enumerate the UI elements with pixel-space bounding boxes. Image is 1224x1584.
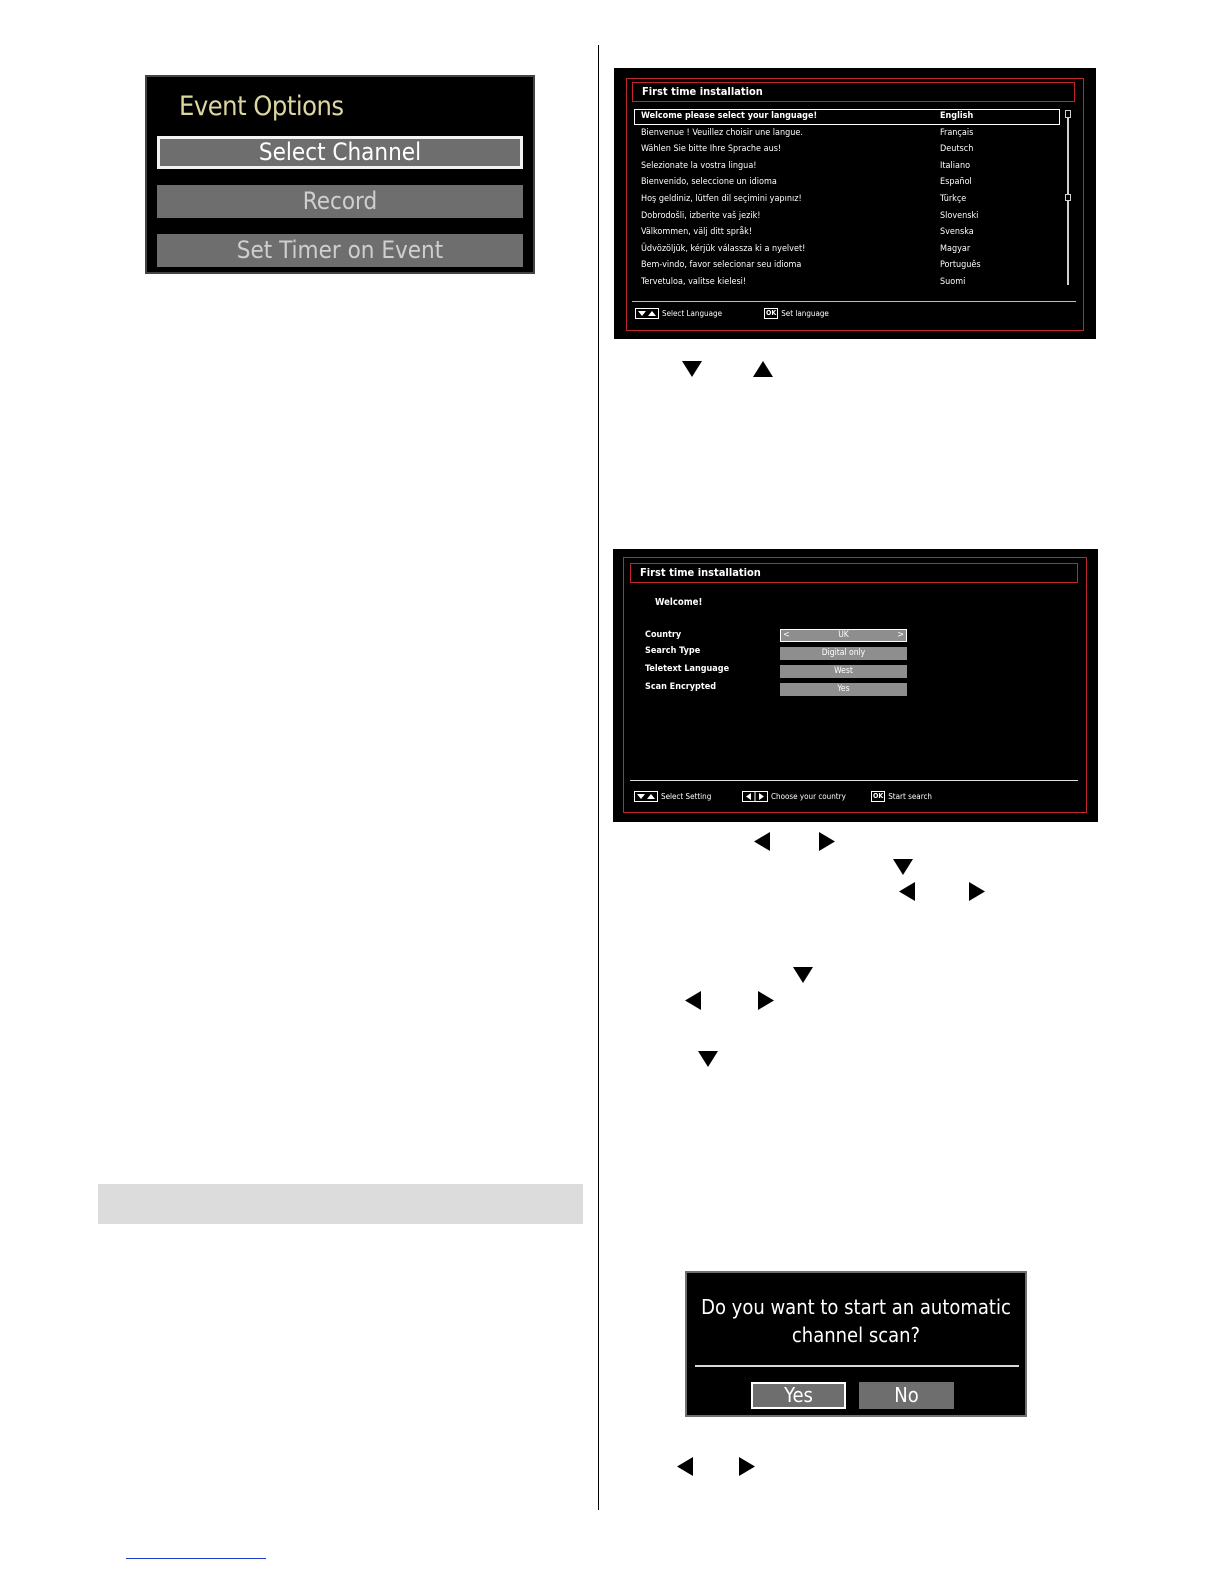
- language-name: Italiano: [940, 160, 971, 171]
- left-arrow-icon: [685, 991, 701, 1010]
- down-arrow-icon: [698, 1051, 718, 1067]
- event-options-title: Event Options: [179, 91, 344, 122]
- footer-separator: [632, 301, 1076, 302]
- right-arrow-icon: [739, 1457, 755, 1476]
- language-name: Magyar: [940, 243, 971, 254]
- event-options-panel: [145, 75, 535, 274]
- left-arrow-icon: [754, 832, 770, 851]
- yes-button[interactable]: Yes: [751, 1382, 846, 1409]
- hint-set-language-label: Set language: [781, 309, 829, 318]
- hint-start-search: [871, 791, 932, 802]
- hint-select-language: [635, 308, 722, 319]
- hint-choose-country-label: Choose your country: [771, 792, 846, 801]
- section-heading-bar: [98, 1184, 583, 1224]
- screen-title: First time installation: [630, 563, 1078, 583]
- down-arrow-icon: [793, 967, 813, 983]
- language-row[interactable]: [634, 175, 1060, 191]
- language-name: Español: [940, 177, 972, 188]
- down-arrow-icon: [682, 361, 702, 377]
- scan-encrypted-field[interactable]: Yes: [780, 683, 907, 696]
- country-setup-screen: [613, 549, 1098, 822]
- up-arrow-icon: [753, 361, 773, 377]
- country-selector[interactable]: [780, 629, 907, 642]
- right-arrow-icon: [819, 832, 835, 851]
- welcome-text: Welcome!: [655, 597, 703, 608]
- language-row[interactable]: [634, 142, 1060, 158]
- record-button[interactable]: Record: [157, 185, 523, 218]
- language-prompt: Üdvözöljük, kérjük válassza ki a nyelvet!: [641, 243, 806, 254]
- search-type-label: Search Type: [645, 646, 701, 656]
- scan-encrypted-label: Scan Encrypted: [645, 682, 717, 692]
- language-prompt: Dobrodošli, izberite vaš jezik!: [641, 210, 761, 221]
- language-prompt: Wählen Sie bitte Ihre Sprache aus!: [641, 144, 782, 155]
- hint-choose-country: [742, 791, 846, 802]
- down-up-key-icon: [634, 791, 658, 802]
- right-arrow-icon: [969, 882, 985, 901]
- footnote-link-underline: [126, 1558, 266, 1559]
- scan-question: Do you want to start an automatic channel scan?: [701, 1295, 1011, 1347]
- language-name: Français: [940, 127, 974, 138]
- scroll-thumb[interactable]: [1065, 194, 1071, 201]
- set-timer-on-event-button[interactable]: Set Timer on Event: [157, 234, 523, 267]
- language-row[interactable]: [634, 192, 1060, 208]
- language-prompt: Bienvenue ! Veuillez choisir une langue.: [641, 127, 803, 138]
- left-arrow-icon: [677, 1457, 693, 1476]
- down-up-key-icon: [635, 308, 659, 319]
- language-name: Slovenski: [940, 210, 979, 221]
- down-arrow-icon: [893, 859, 913, 875]
- left-arrow-icon: [899, 882, 915, 901]
- language-prompt: Hoş geldiniz, lütfen dil seçimini yapınız!: [641, 194, 802, 204]
- language-prompt: Selezionate la vostra lingua!: [641, 160, 757, 171]
- teletext-language-label: Teletext Language: [645, 664, 730, 674]
- search-type-field[interactable]: Digital only: [780, 647, 907, 660]
- language-prompt: Välkommen, välj ditt språk!: [641, 227, 753, 238]
- hint-select-language-label: Select Language: [662, 309, 723, 318]
- left-chevron-icon[interactable]: <: [783, 630, 790, 640]
- language-name: Svenska: [940, 227, 974, 238]
- left-right-key-icon: [742, 791, 768, 802]
- dialog-separator: [695, 1365, 1019, 1367]
- language-selection-screen: [614, 68, 1096, 339]
- screen-title: First time installation: [632, 82, 1075, 102]
- right-arrow-icon: [758, 991, 774, 1010]
- language-prompt: Tervetuloa, valitse kielesi!: [641, 277, 747, 287]
- language-row[interactable]: [634, 275, 1060, 291]
- teletext-language-field[interactable]: West: [780, 665, 907, 678]
- right-chevron-icon[interactable]: >: [897, 630, 904, 640]
- language-row[interactable]: [634, 209, 1060, 225]
- hint-set-language: [764, 308, 829, 319]
- scroll-thumb-top: [1065, 110, 1071, 118]
- select-channel-button[interactable]: Select Channel: [157, 136, 523, 169]
- country-label: Country: [645, 630, 682, 640]
- column-divider: [598, 45, 599, 1510]
- language-name: Türkçe: [940, 194, 967, 204]
- language-name: English: [940, 111, 974, 121]
- language-prompt: Welcome please select your language!: [641, 111, 818, 121]
- no-button[interactable]: No: [859, 1382, 954, 1409]
- hint-select-setting: [634, 791, 711, 802]
- language-name: Deutsch: [940, 144, 974, 155]
- hint-select-setting-label: Select Setting: [661, 792, 712, 801]
- language-prompt: Bem-vindo, favor selecionar seu idioma: [641, 260, 802, 271]
- language-row[interactable]: [634, 242, 1060, 258]
- ok-key-icon: OK: [873, 792, 884, 800]
- language-row[interactable]: [634, 258, 1060, 274]
- language-row[interactable]: [634, 225, 1060, 241]
- language-prompt: Bienvenido, seleccione un idioma: [641, 177, 777, 188]
- language-row[interactable]: [634, 159, 1060, 175]
- language-name: Suomi: [940, 277, 966, 287]
- language-name: Português: [940, 260, 981, 271]
- country-value: UK: [838, 630, 849, 640]
- language-row[interactable]: [634, 109, 1060, 125]
- footer-separator: [630, 780, 1078, 781]
- automatic-scan-dialog: [685, 1271, 1027, 1417]
- ok-key-icon: OK: [766, 309, 777, 317]
- language-row[interactable]: [634, 126, 1060, 142]
- hint-start-search-label: Start search: [888, 792, 932, 801]
